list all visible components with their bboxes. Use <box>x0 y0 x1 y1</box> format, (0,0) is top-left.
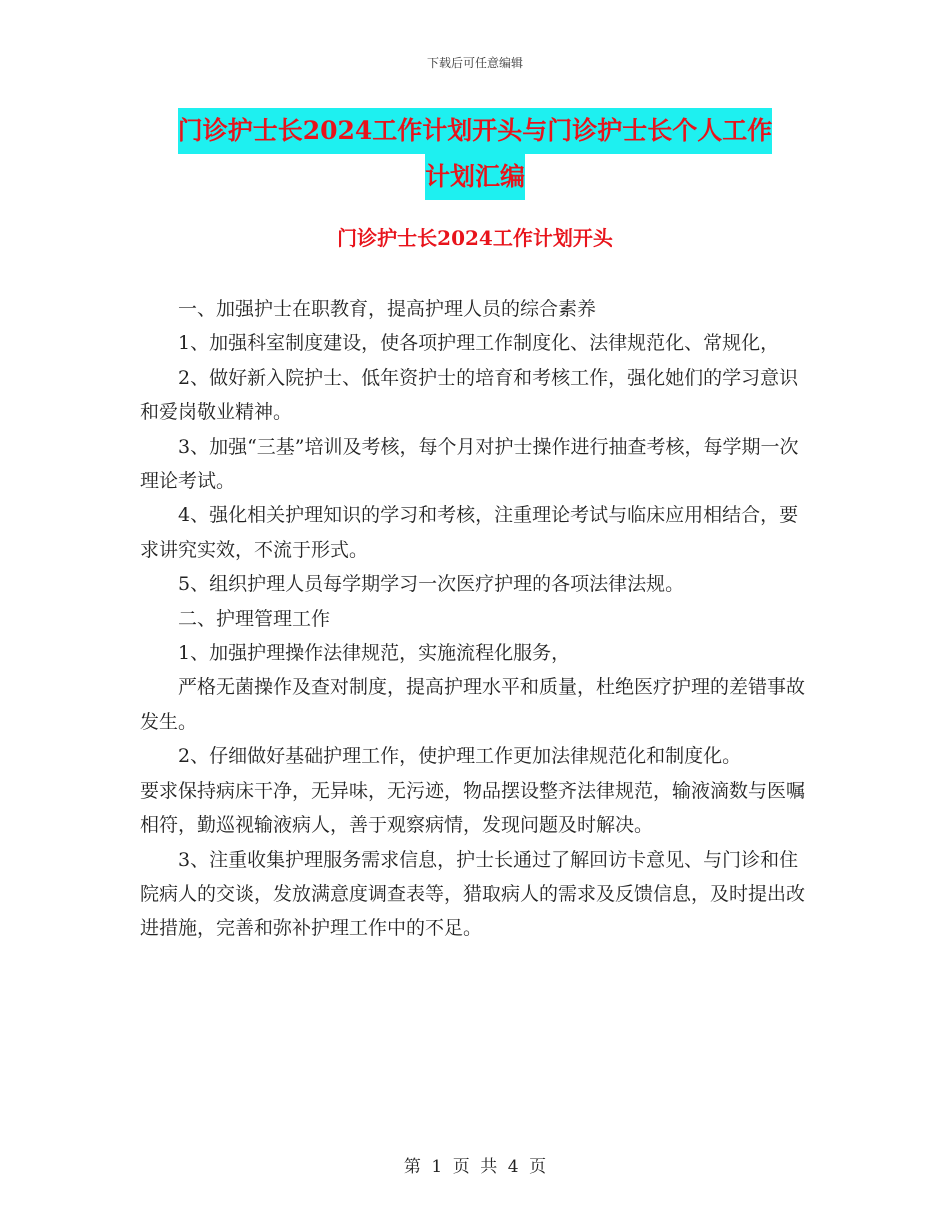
paragraph: 3、注重收集护理服务需求信息，护士长通过了解回访卡意见、与门诊和住院病人的交谈，发放满意度调查表等，猎取病人的需求及反馈信息，及时提出改进措施，完善和弥补护理工作中的不足。 <box>140 848 806 940</box>
section-title: 门诊护士长2024工作计划开头 <box>337 226 613 250</box>
page-footer: 第 1 页 共 4 页 <box>403 1157 547 1177</box>
paragraph: 5、组织护理人员每学期学习一次医疗护理的各项法律法规。 <box>178 573 685 596</box>
paragraph: 1、加强科室制度建设，使各项护理工作制度化、法律规范化、常规化， <box>178 332 780 355</box>
document-title <box>140 108 810 200</box>
paragraph: 要求保持病床干净，无异味，无污迹，物品摆设整齐法律规范，输液滴数与医嘱相符，勤巡视输液病人，善于观察病情，发现问题及时解决。 <box>140 779 806 837</box>
paragraph: 4、强化相关护理知识的学习和考核，注重理论考试与临床应用相结合，要求讲究实效，不流于形式。 <box>140 504 799 561</box>
title-line-1: 门诊护士长2024工作计划开头与门诊护士长个人工作 <box>178 108 773 154</box>
header-note: 下载后可任意编辑 <box>426 56 523 70</box>
paragraph: 二、护理管理工作 <box>178 607 331 630</box>
paragraph: 2、做好新入院护士、低年资护士的培育和考核工作，强化她们的学习意识和爱岗敬业精神。 <box>140 366 799 424</box>
paragraph: 严格无菌操作及查对制度，提高护理水平和质量，杜绝医疗护理的差错事故发生。 <box>140 676 806 733</box>
paragraph: 3、加强“三基”培训及考核，每个月对护士操作进行抽查考核，每学期一次理论考试。 <box>140 435 799 493</box>
document-body <box>140 292 810 946</box>
paragraph: 2、仔细做好基础护理工作，使护理工作更加法律规范化和制度化。 <box>178 745 742 768</box>
paragraph: 一、加强护士在职教育，提高护理人员的综合素养 <box>178 298 597 320</box>
title-line-2: 计划汇编 <box>425 154 525 200</box>
paragraph: 1、加强护理操作法律规范，实施流程化服务， <box>178 642 571 665</box>
